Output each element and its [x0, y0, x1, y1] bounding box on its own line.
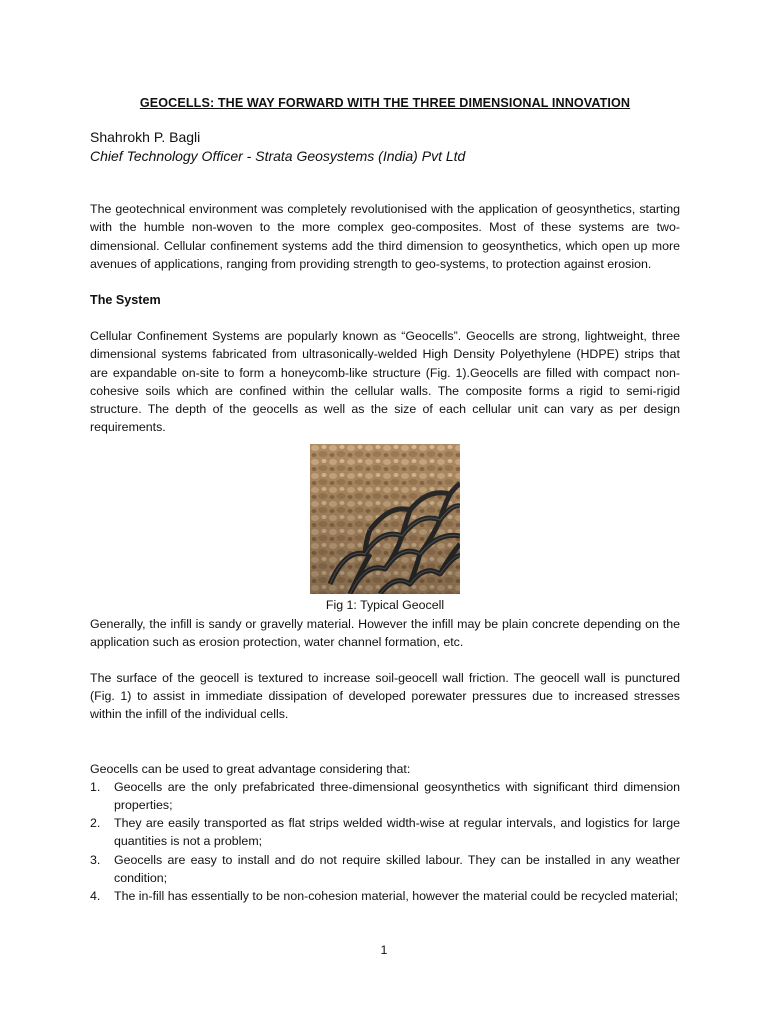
list-item-number: 3. [90, 852, 101, 867]
document-title: GEOCELLS: THE WAY FORWARD WITH THE THREE DIMENSIONAL INNOVATION [139, 96, 631, 110]
advantages-list [90, 778, 680, 905]
intro-paragraph: The geotechnical environment was completely revolutionised with the application of geosynthetics, starting with the humble non-woven to the more complex geo-composites. Most of these systems are two-dimensional. Cellular confinement systems add the third dimension to geosynthetics, which open up more avenues of applications, ranging from providing strength to geo-systems, to protection against erosion. [90, 202, 680, 271]
list-item-number: 2. [90, 816, 101, 831]
list-item-text: They are easily transported as flat strips welded width-wise at regular intervals, and logistics for large quantities is not a problem; [114, 816, 680, 849]
section-heading-system: The System [90, 293, 161, 308]
infill-paragraph: Generally, the infill is sandy or gravelly material. However the infill may be plain concrete depending on the application such as erosion protection, water channel formation, etc. [90, 616, 680, 649]
figure-caption: Fig 1: Typical Geocell [325, 598, 445, 613]
list-item [90, 814, 680, 850]
list-item-number: 4. [90, 889, 101, 904]
page-number: 1 [380, 943, 388, 957]
author-name: Shahrokh P. Bagli [90, 129, 201, 146]
list-item-text: Geocells are easy to install and do not require skilled labour. They can be installed in any weather condition; [114, 852, 680, 885]
author-affiliation: Chief Technology Officer - Strata Geosystems (India) Pvt Ltd [90, 148, 466, 165]
system-paragraph: Cellular Confinement Systems are popularly known as “Geocells”. Geocells are strong, lightweight, three dimensional systems fabricated from ultrasonically-welded High Density Polyethylene (HDPE) strips that are expandable on-site to form a honeycomb-like structure (Fig. 1).Geocells are filled with compact non-cohesive soils which are confined within the cellular walls. The composite forms a rigid to semi-rigid structure. The depth of the geocells as well as the size of each cellular unit can vary as per design requirements. [90, 329, 680, 435]
geocell-photo [310, 444, 460, 594]
advantages-intro: Geocells can be used to great advantage considering that: [90, 761, 411, 776]
list-item [90, 851, 680, 887]
list-item-number: 1. [90, 779, 101, 794]
geocell-photo-graphic [310, 444, 460, 594]
list-item [90, 887, 680, 905]
document-page [90, 94, 680, 905]
list-item-text: Geocells are the only prefabricated three-dimensional geosynthetics with significant third dimension properties; [114, 779, 680, 813]
surface-paragraph: The surface of the geocell is textured to increase soil-geocell wall friction. The geocell wall is punctured (Fig. 1) to assist in immediate dissipation of developed porewater pressures due to increased stresses within the infill of the individual cells. [90, 671, 680, 722]
list-item [90, 778, 680, 814]
list-item-text: The in-fill has essentially to be non-cohesion material, however the material could be recycled material; [114, 889, 679, 904]
